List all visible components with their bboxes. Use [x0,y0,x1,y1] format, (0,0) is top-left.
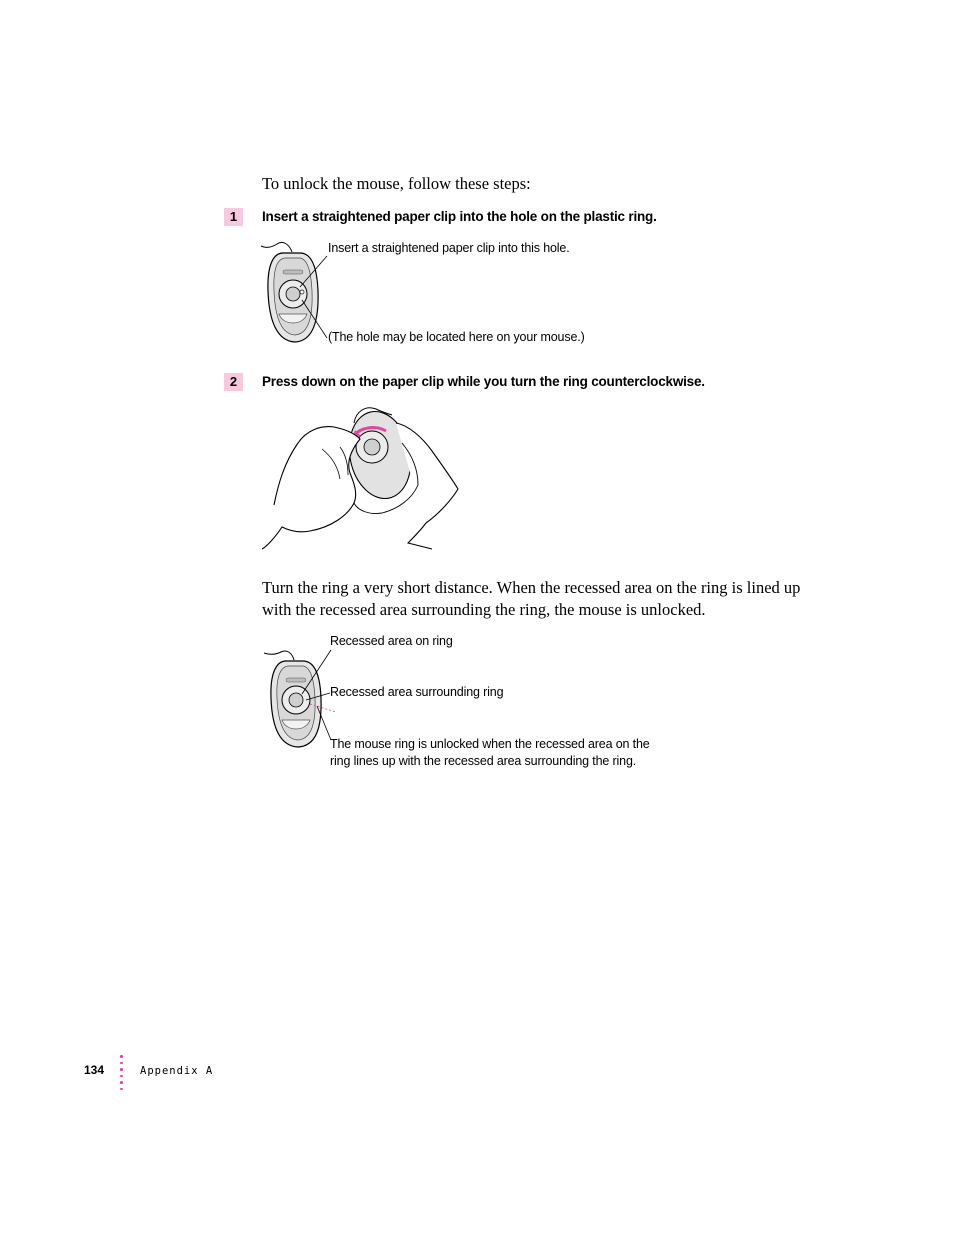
step-2-badge: 2 [224,373,243,391]
step-2-text: Press down on the paper clip while you turn the ring counterclockwise. [262,374,705,389]
instruction-paragraph: Turn the ring a very short distance. When the recessed area on the ring is lined up with the recessed area surrounding the ring, the mouse is unlocked. [262,578,801,619]
step-1-text: Insert a straightened paper clip into the hole on the plastic ring. [262,209,657,224]
footer-dot-rule [120,1055,124,1095]
step-1-badge: 1 [224,208,243,226]
intro-text: To unlock the mouse, follow these steps: [262,174,531,193]
page-number: 134 [84,1063,105,1077]
figure-3-callout-note-line2: ring lines up with the recessed area surrounding the ring. [330,754,637,768]
figure-1-callout-top: Insert a straightened paper clip into this hole. [328,241,570,255]
figure-3-callout-ring: Recessed area on ring [330,634,453,648]
footer-section-label: Appendix A [140,1065,214,1077]
figure-3-callout-note-line1: The mouse ring is unlocked when the recessed area on the [330,737,650,751]
figure-1-callout-bottom: (The hole may be located here on your mouse.) [328,330,585,344]
figure-3-callout-surrounding: Recessed area surrounding ring [330,685,504,699]
